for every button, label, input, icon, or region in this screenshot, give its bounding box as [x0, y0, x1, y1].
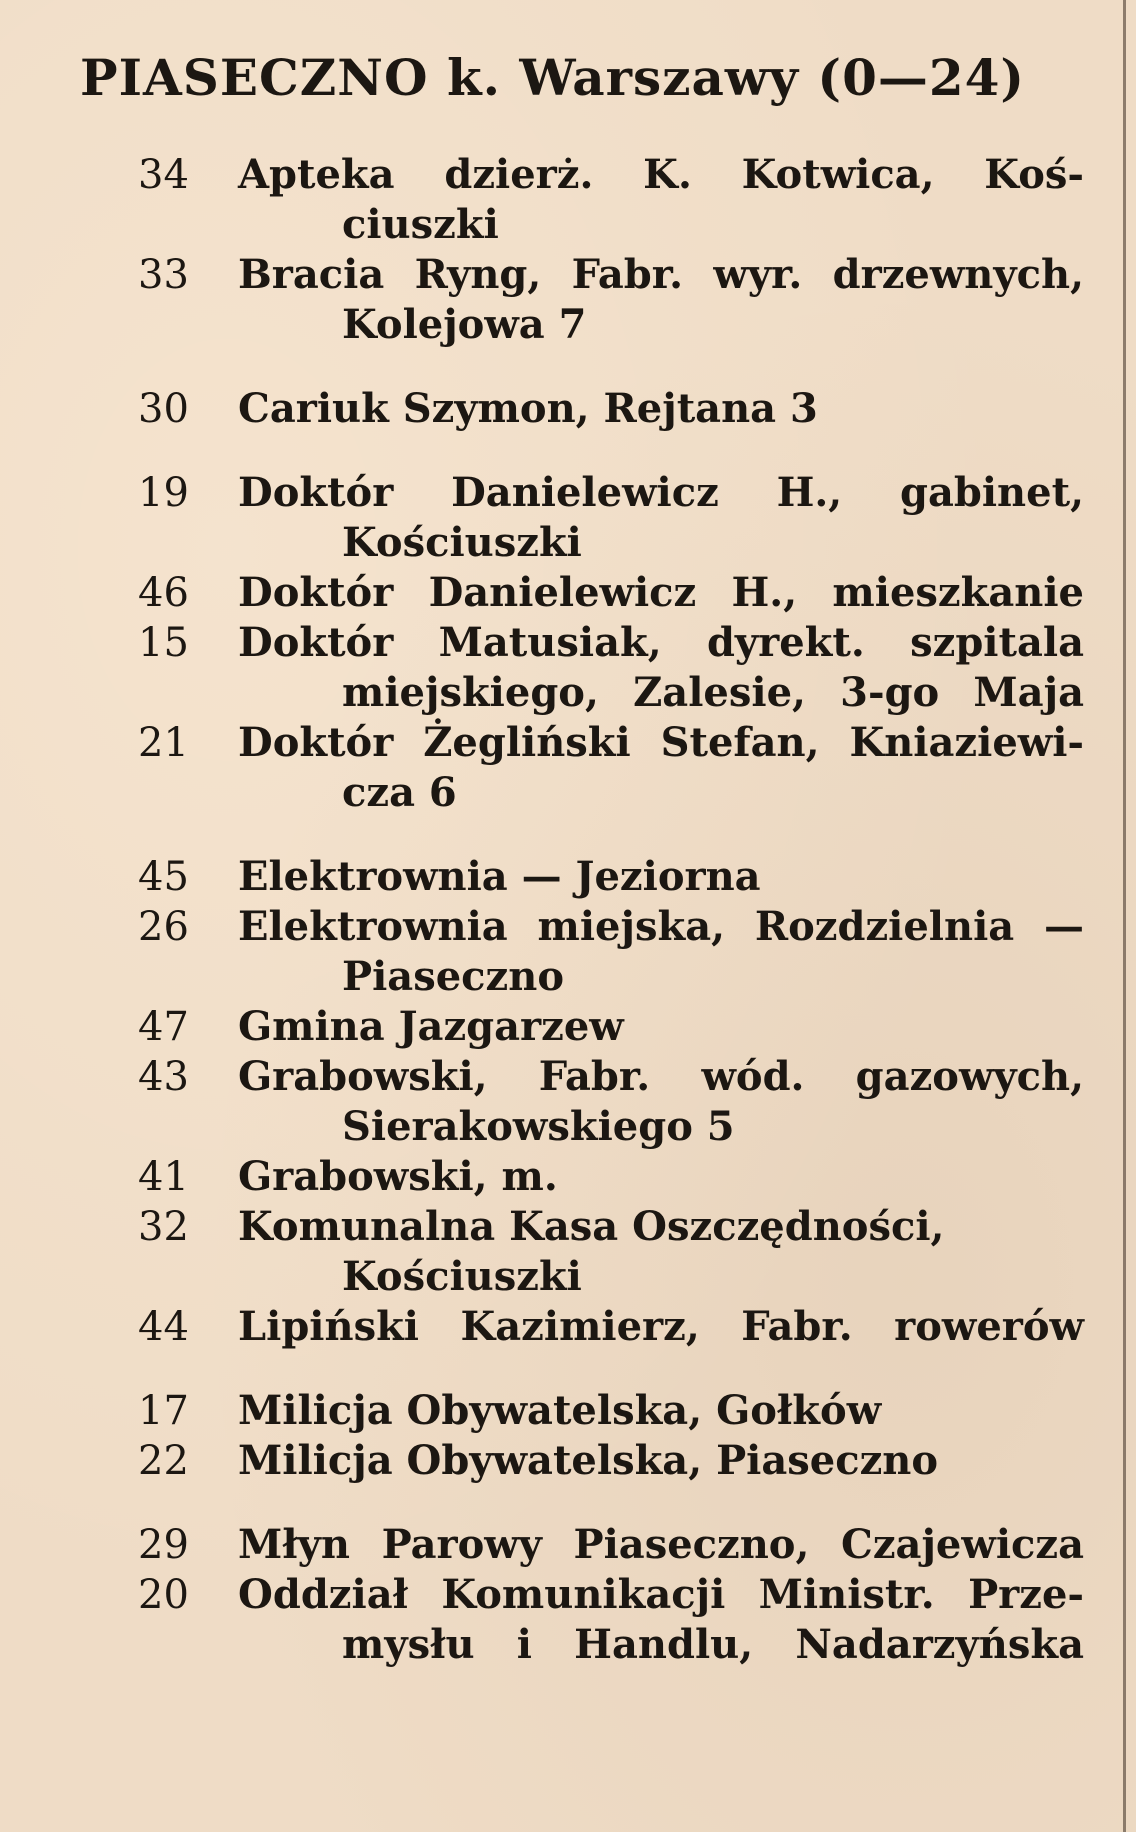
- phone-number: 41: [138, 1154, 189, 1200]
- list-item: [0, 1436, 1136, 1486]
- entry-line: Gmina Jazgarzew: [238, 1003, 624, 1050]
- list-item: [0, 852, 1136, 902]
- entry-text: [238, 384, 1084, 434]
- phone-number: 43: [138, 1054, 189, 1100]
- phone-number: 44: [138, 1304, 189, 1350]
- entry-line: Grabowski, Fabr. wód. gazowych,: [238, 1053, 1084, 1100]
- entry-line: Sierakowskiego 5: [342, 1103, 735, 1150]
- entry-line: Komunalna Kasa Oszczędności,: [238, 1203, 945, 1250]
- entry-line: miejskiego, Zalesie, 3-go Maja: [342, 669, 1084, 716]
- entry-line: Grabowski, m.: [238, 1153, 558, 1200]
- entry-line: mysłu i Handlu, Nadarzyńska: [342, 1621, 1084, 1668]
- list-item: [0, 1202, 1136, 1302]
- list-item: [0, 468, 1136, 568]
- list-item: [0, 150, 1136, 250]
- entry-line: Doktór Matusiak, dyrekt. szpitala: [238, 619, 1084, 666]
- entry-line: Kościuszki: [342, 1253, 582, 1300]
- entry-line: Oddział Komunikacji Ministr. Prze-: [238, 1571, 1084, 1618]
- phone-number: 21: [138, 720, 189, 766]
- phone-number: 33: [138, 252, 189, 298]
- entry-text: [238, 568, 1084, 618]
- entry-text: [238, 250, 1084, 350]
- list-item: [0, 1002, 1136, 1052]
- phone-number: 19: [138, 470, 189, 516]
- entry-line: cza 6: [342, 769, 457, 816]
- list-item: [0, 718, 1136, 818]
- entry-line: Doktór Żegliński Stefan, Kniaziewi-: [238, 719, 1084, 766]
- entry-line: Elektrownia — Jeziorna: [238, 853, 761, 900]
- list-item: [0, 1052, 1136, 1152]
- entry-line: ciuszki: [342, 201, 499, 248]
- entry-line: Milicja Obywatelska, Gołków: [238, 1387, 882, 1434]
- page-title: PIASECZNO k. Warszawy (0—24): [80, 48, 1026, 107]
- entry-text: [238, 902, 1084, 1002]
- entry-text: [238, 1002, 1084, 1052]
- phone-number: 45: [138, 854, 189, 900]
- phone-number: 15: [138, 620, 189, 666]
- entry-line: Bracia Ryng, Fabr. wyr. drzewnych,: [238, 251, 1084, 298]
- phone-number: 26: [138, 904, 189, 950]
- entry-line: Kolejowa 7: [342, 301, 587, 348]
- directory-list: [0, 150, 1136, 1670]
- list-item: [0, 1570, 1136, 1670]
- entry-line: Piaseczno: [342, 953, 564, 1000]
- list-item: [0, 1152, 1136, 1202]
- entry-text: [238, 1152, 1084, 1202]
- phone-number: 34: [138, 152, 189, 198]
- entry-line: Milicja Obywatelska, Piaseczno: [238, 1437, 939, 1484]
- phone-number: 29: [138, 1522, 189, 1568]
- entry-line: Młyn Parowy Piaseczno, Czajewicza: [238, 1521, 1084, 1568]
- entry-text: [238, 852, 1084, 902]
- entry-text: [238, 468, 1084, 568]
- entry-text: [238, 1386, 1084, 1436]
- phone-number: 46: [138, 570, 189, 616]
- list-item: [0, 1386, 1136, 1436]
- phone-number: 17: [138, 1388, 189, 1434]
- entry-line: Doktór Danielewicz H., gabinet,: [238, 469, 1084, 516]
- entry-line: Doktór Danielewicz H., mieszkanie: [238, 569, 1084, 616]
- list-item: [0, 1520, 1136, 1570]
- entry-text: [238, 1570, 1084, 1670]
- entry-line: Elektrownia miejska, Rozdzielnia —: [238, 903, 1084, 950]
- entry-text: [238, 1302, 1084, 1352]
- list-item: [0, 250, 1136, 350]
- entry-text: [238, 1520, 1084, 1570]
- phone-number: 47: [138, 1004, 189, 1050]
- phone-number: 20: [138, 1572, 189, 1618]
- entry-line: Apteka dzierż. K. Kotwica, Koś-: [238, 151, 1084, 198]
- list-item: [0, 1302, 1136, 1352]
- entry-line: Cariuk Szymon, Rejtana 3: [238, 385, 818, 432]
- list-item: [0, 568, 1136, 618]
- entry-text: [238, 1436, 1084, 1486]
- entry-text: [238, 1202, 1084, 1302]
- phone-number: 22: [138, 1438, 189, 1484]
- list-item: [0, 618, 1136, 718]
- list-item: [0, 384, 1136, 434]
- phone-number: 30: [138, 386, 189, 432]
- entry-line: Lipiński Kazimierz, Fabr. rowerów: [238, 1303, 1084, 1350]
- list-item: [0, 902, 1136, 1002]
- entry-text: [238, 150, 1084, 250]
- entry-line: Kościuszki: [342, 519, 582, 566]
- entry-text: [238, 618, 1084, 718]
- entry-text: [238, 1052, 1084, 1152]
- phone-number: 32: [138, 1204, 189, 1250]
- entry-text: [238, 718, 1084, 818]
